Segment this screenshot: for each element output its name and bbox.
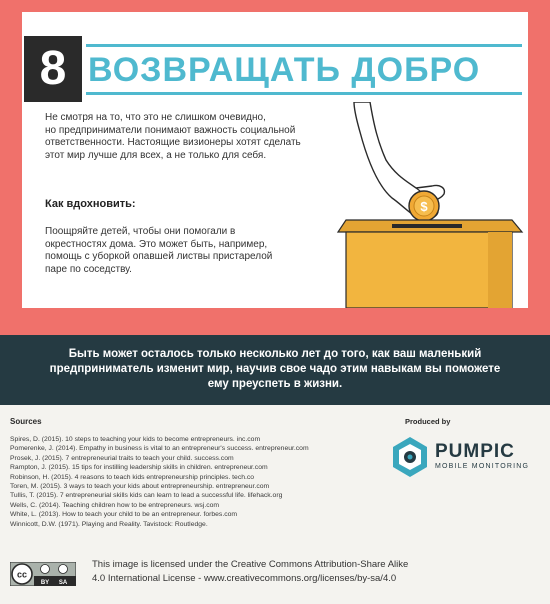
pumpic-logo xyxy=(390,433,540,483)
page-title: ВОЗВРАЩАТЬ ДОБРО xyxy=(88,51,481,89)
coin-icon xyxy=(409,191,439,221)
cc-text: cc xyxy=(16,569,28,580)
by-text: BY xyxy=(40,580,50,586)
inspire-line: Поощряйте детей, чтобы они помогали в xyxy=(45,226,236,237)
pumpic-logo-icon xyxy=(390,435,430,479)
banner-line: ему преуспеть в жизни. xyxy=(207,378,343,390)
source-item: Rampton, J. (2015). 15 tips for instilling leadership skills in children. entrepreneur.com xyxy=(10,464,268,472)
intro-paragraph xyxy=(45,112,330,162)
title-rule-top xyxy=(86,44,522,47)
source-item: Wells, C. (2014). Teaching children how to be entrepreneurs. wsj.com xyxy=(10,501,220,509)
intro-line: этот мир лучше для всех, а не только для себя. xyxy=(45,149,267,161)
box-body xyxy=(346,232,512,308)
box-slot xyxy=(392,224,462,228)
source-item: Pomerenke, J. (2014). Empathy in business is vital to an entrepreneur's success. entrepreneur.com xyxy=(10,445,309,453)
inspire-heading: Как вдохновить: xyxy=(45,198,136,210)
intro-line: Не смотря на то, что это не слишком очевидно, xyxy=(45,112,266,123)
intro-line: но предприниматели понимают важность социальной xyxy=(45,124,296,136)
source-item: Toren, M. (2015). 3 ways to teach your kids about entrepreneurship. entrepreneur.com xyxy=(10,483,270,491)
pumpic-name: PUMPIC xyxy=(435,441,515,462)
inspire-paragraph xyxy=(45,226,310,276)
intro-line: ответственности. Настоящие визионеры хотят сделать xyxy=(45,137,301,148)
banner-line: Быть может осталось только несколько лет до того, как ваш маленький xyxy=(68,348,482,360)
source-item: Prosek, J. (2015). 7 entrepreneurial traits to teach your child. success.com xyxy=(10,454,234,462)
summary-banner xyxy=(0,335,550,405)
source-item: White, L. (2013). How to teach your child to be an entrepreneur. forbes.com xyxy=(10,511,238,519)
source-item: Winnicott, D.W. (1971). Playing and Reality. Tavistock: Routledge. xyxy=(10,520,208,528)
cc-by-sa-badge-icon xyxy=(10,562,76,586)
inspire-line: окрестностях дома. Это может быть, например, xyxy=(45,238,268,250)
sa-text: SA xyxy=(58,580,68,586)
source-item: Tullis, T. (2015). 7 entrepreneurial skills kids can learn to lead a successful life. lifehack.org xyxy=(10,492,283,500)
license-text xyxy=(92,558,532,586)
inspire-line: паре по соседству. xyxy=(45,263,132,275)
inspire-line: помощь с уборкой опавшей листвы пристарелой xyxy=(45,251,273,262)
pumpic-tagline: MOBILE MONITORING xyxy=(435,463,530,470)
produced-by-label: Produced by xyxy=(405,417,451,426)
coin-symbol: $ xyxy=(420,199,428,214)
step-number: 8 xyxy=(39,42,67,95)
source-item: Spires, D. (2015). 10 steps to teaching your kids to become entrepreneurs. inc.com xyxy=(10,436,261,443)
content-card xyxy=(22,12,528,308)
sources-section xyxy=(0,405,550,544)
step-number-badge xyxy=(24,36,82,102)
license-line: 4.0 International License - www.creativecommons.org/licenses/by-sa/4.0 xyxy=(92,573,397,584)
sources-list xyxy=(10,435,400,529)
license-section xyxy=(0,544,550,604)
banner-line: предприниматель изменит мир, научив свое чадо этим навыкам вы поможете xyxy=(49,363,501,375)
box-side xyxy=(488,232,512,308)
hand-coin-donation-box-icon xyxy=(312,102,528,308)
source-item: Robinson, H. (2015). 4 reasons to teach kids entrepreneurship principles. tech.co xyxy=(10,473,255,481)
license-line: This image is licensed under the Creative Commons Attribution-Share Alike xyxy=(92,559,409,570)
sources-title: Sources xyxy=(10,417,42,426)
title-rule-bottom xyxy=(86,92,522,95)
